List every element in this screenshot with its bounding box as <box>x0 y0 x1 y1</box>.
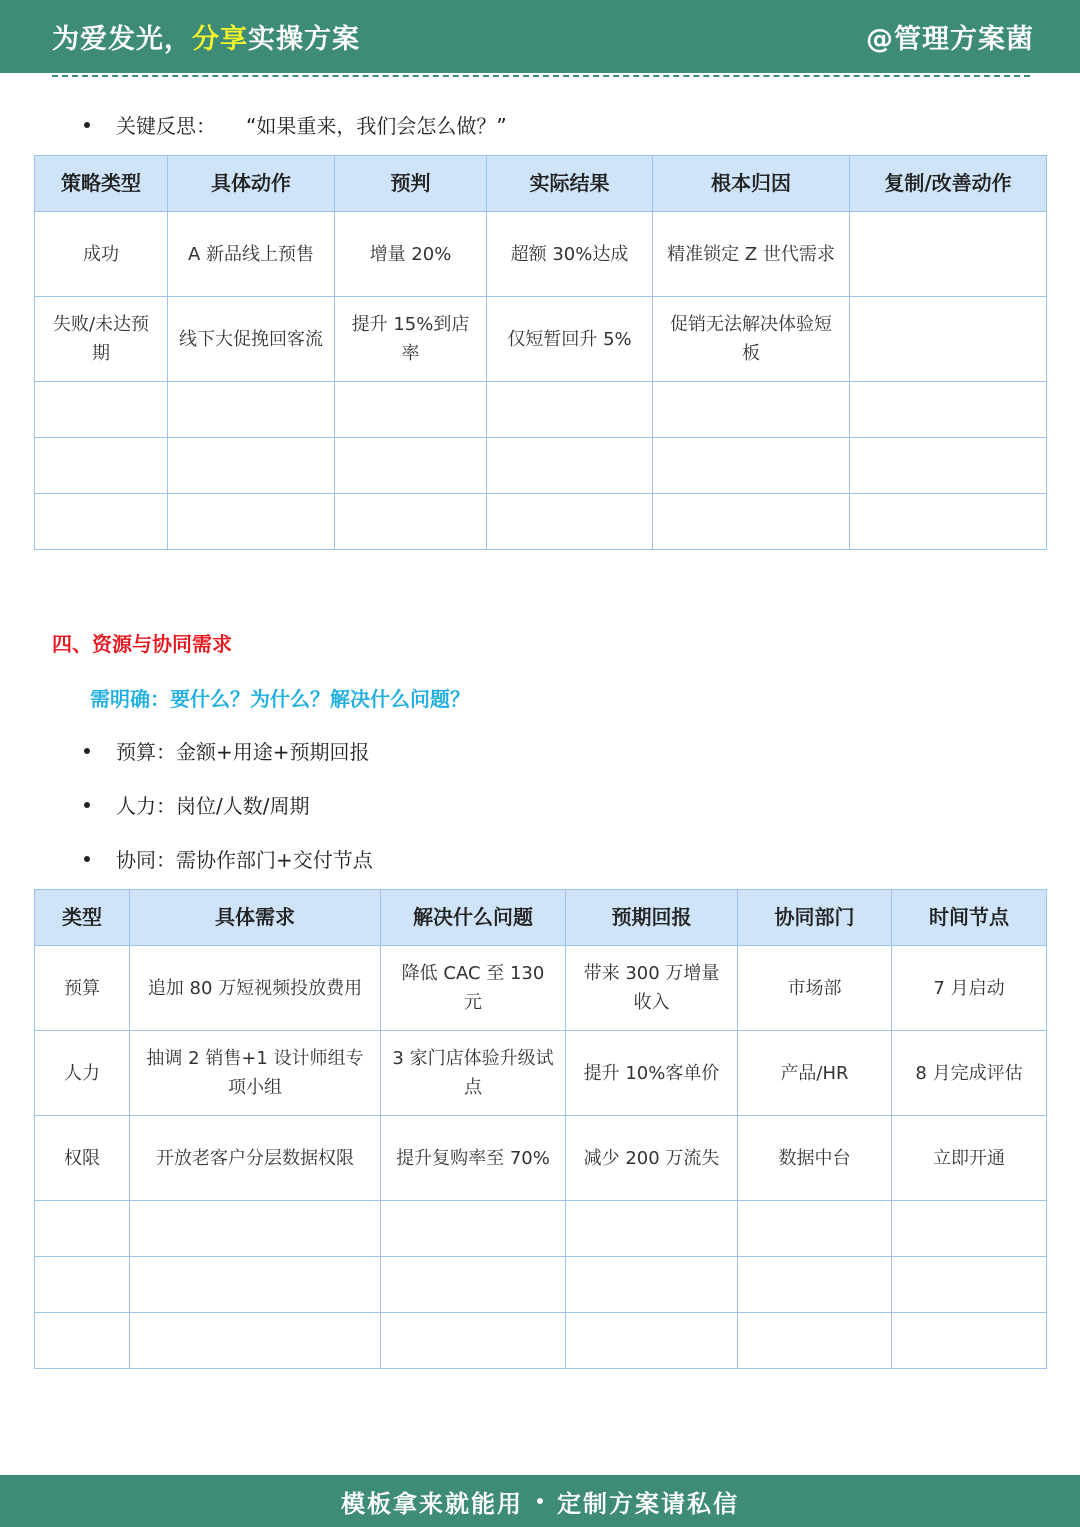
table-row-empty <box>35 1257 1047 1313</box>
table-cell-empty <box>892 1257 1047 1313</box>
author-handle: @管理方案菌 <box>866 24 1034 55</box>
table-cell: 追加 80 万短视频投放费用 <box>130 946 381 1031</box>
table-cell: 人力 <box>35 1031 130 1116</box>
footer-right-text: 定制方案请私信 <box>557 1489 739 1518</box>
table-row <box>35 1116 1047 1201</box>
table-row <box>35 212 1047 297</box>
table-cell <box>850 212 1047 297</box>
slogan-suffix: 实操方案 <box>248 24 360 55</box>
table-header-cell: 复制/改善动作 <box>850 156 1047 212</box>
table-cell-empty <box>566 1313 738 1369</box>
table-cell: 权限 <box>35 1116 130 1201</box>
bullet-dot <box>84 802 90 808</box>
table-cell-empty <box>381 1257 566 1313</box>
table-row-empty <box>35 1201 1047 1257</box>
table-cell-empty <box>487 382 653 438</box>
bullet-text: 人力：岗位/人数/周期 <box>116 794 310 818</box>
table-row-empty <box>35 1313 1047 1369</box>
table-header-cell: 具体需求 <box>130 890 381 946</box>
table-cell-empty <box>130 1201 381 1257</box>
footer-left-text: 模板拿来就能用 <box>341 1489 523 1518</box>
table-cell-empty <box>566 1257 738 1313</box>
dashed-divider <box>52 75 1030 77</box>
table-cell-empty <box>35 494 168 550</box>
requirement-bullet <box>84 844 373 873</box>
table-row <box>35 946 1047 1031</box>
table-cell: 促销无法解决体验短板 <box>653 297 850 382</box>
table-cell: 成功 <box>35 212 168 297</box>
table-row-empty <box>35 438 1047 494</box>
table-cell-empty <box>168 382 335 438</box>
table-row-empty <box>35 382 1047 438</box>
table-cell-empty <box>35 438 168 494</box>
table-cell-empty <box>35 1201 130 1257</box>
slogan-prefix: 为爱发光， <box>52 24 192 55</box>
table-cell-empty <box>335 494 487 550</box>
table-cell-empty <box>566 1201 738 1257</box>
bullet-text: 预算：金额+用途+预期回报 <box>116 740 370 764</box>
table-header-cell: 解决什么问题 <box>381 890 566 946</box>
table-header-cell: 预判 <box>335 156 487 212</box>
table-cell-empty <box>35 382 168 438</box>
reflection-label: 关键反思： <box>116 114 216 138</box>
table-header-cell: 具体动作 <box>168 156 335 212</box>
table-header-row <box>35 156 1047 212</box>
table-cell-empty <box>168 494 335 550</box>
table-header-cell: 策略类型 <box>35 156 168 212</box>
table-cell: 减少 200 万流失 <box>566 1116 738 1201</box>
table-cell-empty <box>168 438 335 494</box>
table-header-cell: 实际结果 <box>487 156 653 212</box>
table-cell: 失败/未达预期 <box>35 297 168 382</box>
section-title: 四、资源与协同需求 <box>52 632 232 656</box>
table-header-cell: 根本归因 <box>653 156 850 212</box>
section-subtitle: 需明确：要什么？为什么？解决什么问题？ <box>90 687 470 711</box>
table-cell-empty <box>850 494 1047 550</box>
table-cell <box>850 297 1047 382</box>
table-cell-empty <box>487 438 653 494</box>
table-cell: 3 家门店体验升级试点 <box>381 1031 566 1116</box>
reflection-quote: “如果重来，我们会怎么做？” <box>246 114 507 138</box>
table-cell-empty <box>850 382 1047 438</box>
table-header-cell: 类型 <box>35 890 130 946</box>
table-cell-empty <box>738 1257 892 1313</box>
bullet-text: 协同：需协作部门+交付节点 <box>116 848 373 872</box>
slogan-highlight: 分享 <box>192 24 248 55</box>
table-row <box>35 297 1047 382</box>
table-cell: 带来 300 万增量收入 <box>566 946 738 1031</box>
reflection-bullet <box>84 110 507 139</box>
table-cell: 提升 15%到店率 <box>335 297 487 382</box>
table-cell-empty <box>738 1313 892 1369</box>
table-cell: 增量 20% <box>335 212 487 297</box>
slogan <box>52 17 360 56</box>
table-cell: 仅短暂回升 5% <box>487 297 653 382</box>
table-cell: 提升 10%客单价 <box>566 1031 738 1116</box>
table-cell-empty <box>130 1257 381 1313</box>
table-cell: 抽调 2 销售+1 设计师组专项小组 <box>130 1031 381 1116</box>
strategy-review-table <box>34 155 1047 550</box>
table-cell-empty <box>35 1313 130 1369</box>
requirement-bullet <box>84 790 309 819</box>
table-cell: 提升复购率至 70% <box>381 1116 566 1201</box>
table-cell: 开放老客户分层数据权限 <box>130 1116 381 1201</box>
table-cell: 8 月完成评估 <box>892 1031 1047 1116</box>
table-cell-empty <box>653 494 850 550</box>
table-cell-empty <box>335 382 487 438</box>
table-cell: 产品/HR <box>738 1031 892 1116</box>
table-cell: 7 月启动 <box>892 946 1047 1031</box>
table-cell: 降低 CAC 至 130 元 <box>381 946 566 1031</box>
table-header-cell: 协同部门 <box>738 890 892 946</box>
table-cell-empty <box>653 382 850 438</box>
table-cell-empty <box>892 1201 1047 1257</box>
table-cell-empty <box>850 438 1047 494</box>
requirement-bullet <box>84 736 370 765</box>
footer-separator <box>537 1498 543 1504</box>
bullet-dot <box>84 122 90 128</box>
table-cell-empty <box>381 1201 566 1257</box>
table-cell-empty <box>892 1313 1047 1369</box>
table-cell-empty <box>738 1201 892 1257</box>
table-header-cell: 预期回报 <box>566 890 738 946</box>
table-cell: 数据中台 <box>738 1116 892 1201</box>
table-cell: 预算 <box>35 946 130 1031</box>
table-cell: 超额 30%达成 <box>487 212 653 297</box>
table-cell-empty <box>35 1257 130 1313</box>
bottom-banner <box>0 1475 1080 1527</box>
resource-needs-table <box>34 889 1047 1369</box>
table-cell-empty <box>130 1313 381 1369</box>
table-cell: 精准锁定 Z 世代需求 <box>653 212 850 297</box>
table-header-row <box>35 890 1047 946</box>
table-cell-empty <box>381 1313 566 1369</box>
table-row <box>35 1031 1047 1116</box>
table-cell: 线下大促挽回客流 <box>168 297 335 382</box>
table-row-empty <box>35 494 1047 550</box>
table-cell: A 新品线上预售 <box>168 212 335 297</box>
table-cell: 市场部 <box>738 946 892 1031</box>
table-cell-empty <box>487 494 653 550</box>
table-cell-empty <box>335 438 487 494</box>
bullet-dot <box>84 856 90 862</box>
table-header-cell: 时间节点 <box>892 890 1047 946</box>
table-cell: 立即开通 <box>892 1116 1047 1201</box>
table-cell-empty <box>653 438 850 494</box>
bullet-dot <box>84 748 90 754</box>
top-banner <box>0 0 1080 73</box>
